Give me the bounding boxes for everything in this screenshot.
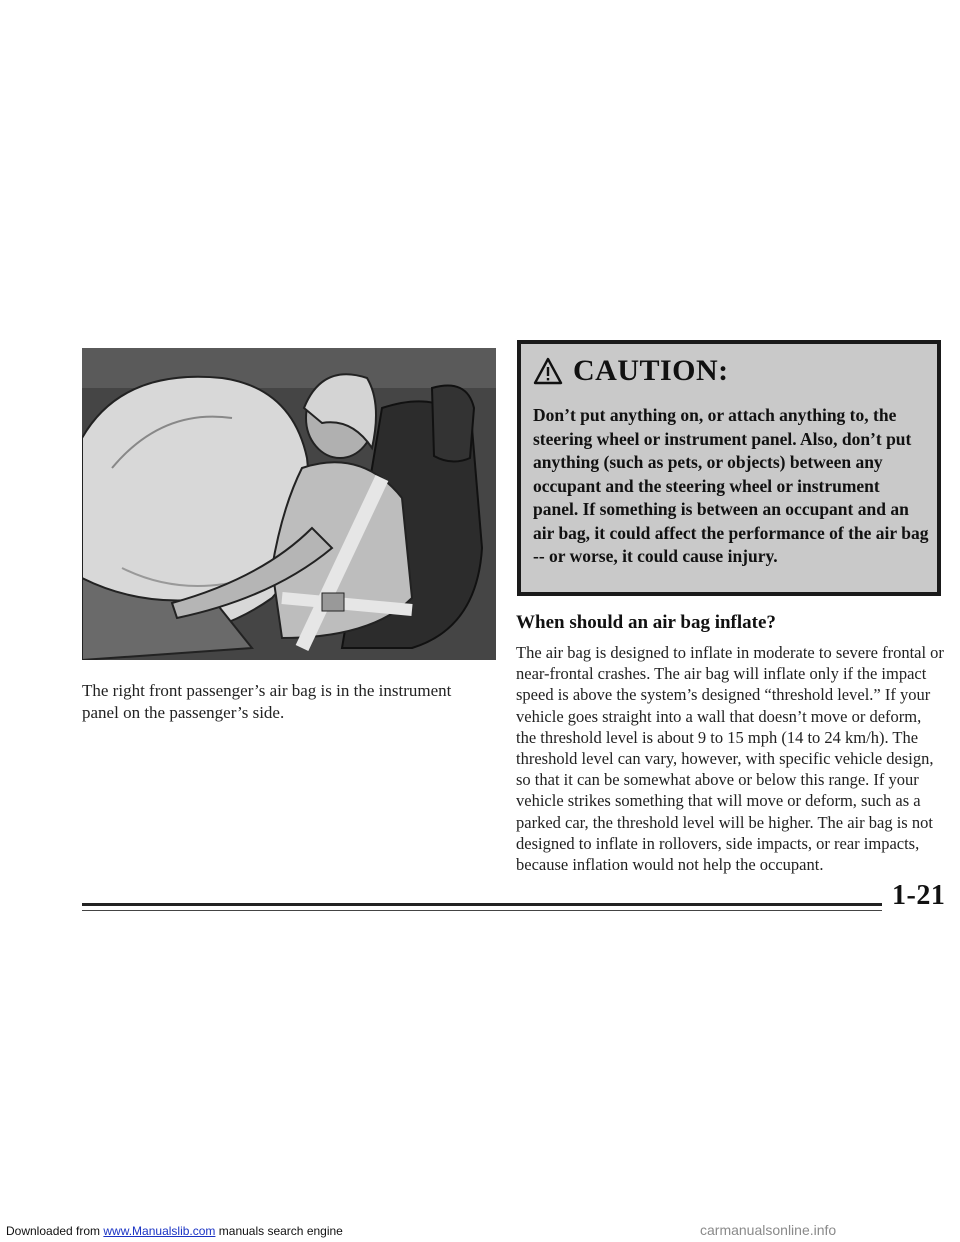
caution-text: Don’t put anything on, or attach anything to, the steering wheel or instrument panel. Also, don’t put anything (such as pets, or objects) between any occupant and the steering wheel or instrument panel. If something is between an occupant and an air bag, it could affect the performance of the air bag -- or worse, it could cause injury. — [533, 405, 929, 566]
footer-rule-thin — [82, 910, 882, 911]
caution-box — [517, 340, 941, 596]
section-heading: When should an air bag inflate? — [516, 612, 776, 633]
passenger-airbag-drawing — [82, 348, 496, 660]
download-prefix: Downloaded from — [6, 1224, 104, 1238]
manualslib-link[interactable]: www.Manualslib.com — [103, 1224, 216, 1238]
page-number: 1-21 — [892, 880, 946, 911]
section-body: The air bag is designed to inflate in moderate to severe frontal or near-frontal crashes. The air bag will inflate only if the impact speed is above the system’s designed “threshold level.” If your vehicle goes straight into a wall that doesn’t move or deform, the threshold level is about 9 to 15 mph (14 to 24 km/h). The threshold level can vary, however, with specific vehicle design, so that it can be somewhat above or below this range. If your vehicle strikes something that will move or deform, such as a parked car, the threshold level will be higher. The air bag is not designed to inflate in rollovers, side impacts, or rear impacts, because inflation would not help the occupant. — [516, 643, 944, 875]
caution-title: CAUTION: — [573, 354, 729, 387]
watermark: carmanualsonline.info — [700, 1222, 837, 1238]
footer-rule-thick — [82, 903, 882, 906]
figure-caption: The right front passenger’s air bag is in the instrument panel on the passenger’s side. — [82, 681, 452, 722]
caution-header — [533, 354, 729, 388]
airbag-illustration — [82, 348, 496, 660]
download-suffix: manuals search engine — [215, 1224, 343, 1238]
warning-triangle-icon — [533, 357, 563, 385]
download-notice — [6, 1224, 343, 1238]
